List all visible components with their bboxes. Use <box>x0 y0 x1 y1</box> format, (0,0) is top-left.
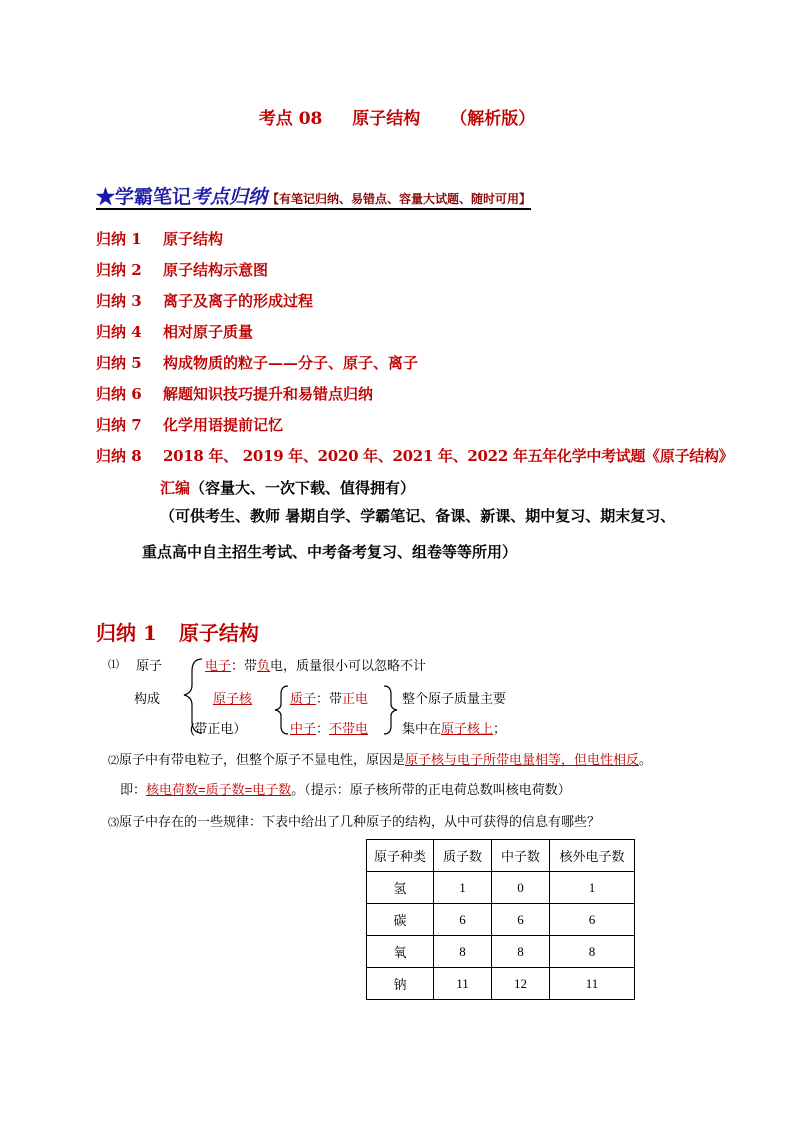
toc-number: 归纳 2 <box>96 261 142 279</box>
banner-note: 【有笔记归纳、易错点、容量大试题、随时可用】 <box>267 192 532 206</box>
column-header: 核外电子数 <box>550 840 635 872</box>
column-header: 中子数 <box>492 840 550 872</box>
electron-term: 电子 <box>205 658 232 673</box>
page-title <box>0 104 794 129</box>
p2-prefix: 即： <box>120 782 147 797</box>
table-cell: 钠 <box>367 968 434 1000</box>
mass-note: 整个原子质量主要 <box>402 691 507 706</box>
toc-number: 归纳 3 <box>96 292 142 310</box>
toc-number: 归纳 8 <box>96 447 142 465</box>
column-header: 原子种类 <box>367 840 434 872</box>
nucleus-brace <box>270 684 292 736</box>
toc-item[interactable] <box>96 321 253 342</box>
table-cell: 8 <box>492 936 550 968</box>
proton-charge: 正电 <box>342 691 369 706</box>
atom-structure-table <box>366 839 635 1000</box>
toc-number: 归纳 4 <box>96 323 142 341</box>
proton-term: 质子 <box>290 691 317 706</box>
electron-count-term: 电子数 <box>252 782 292 797</box>
proton-line <box>290 688 368 707</box>
toc-item[interactable] <box>96 383 373 404</box>
banner-sub: 考点归纳 <box>191 186 268 208</box>
table-cell: 8 <box>434 936 492 968</box>
toc-label: 相对原子质量 <box>163 323 254 341</box>
compose-label: 构成 <box>134 691 161 706</box>
toc-number: 归纳 7 <box>96 416 142 434</box>
star-icon: ★ <box>96 186 116 208</box>
table-row <box>367 968 635 1000</box>
electron-text: ：带 <box>231 658 258 673</box>
table-cell: 11 <box>434 968 492 1000</box>
mass-note-end: ； <box>493 721 507 736</box>
mass-note-prefix: 集中在 <box>402 721 442 736</box>
p2-end: 。 <box>639 752 653 767</box>
p2-answer: 原子核与电子所带电量相等，但电性相反 <box>405 752 640 767</box>
table-cell: 11 <box>550 968 635 1000</box>
marker-3: ⑶ <box>108 817 119 829</box>
notes-banner <box>96 182 531 210</box>
p2-text: 原子中有带电粒子，但整个原子不显电性，原因是 <box>119 752 406 767</box>
mass-brace <box>380 684 402 736</box>
table-cell: 1 <box>434 872 492 904</box>
nucleus-term: 原子核 <box>213 691 253 706</box>
table-cell: 6 <box>434 904 492 936</box>
toc-extra-compile: 汇编 <box>160 479 191 497</box>
table-cell: 1 <box>550 872 635 904</box>
neutron-charge: 不带电 <box>329 721 369 736</box>
table-cell: 氢 <box>367 872 434 904</box>
column-header: 质子数 <box>434 840 492 872</box>
toc-label: 原子结构 <box>163 230 224 248</box>
marker-2: ⑵ <box>108 755 119 767</box>
nuclear-charge-term: 核电荷数 <box>146 782 199 797</box>
neutron-term: 中子 <box>290 721 317 736</box>
neutron-text: ： <box>316 721 330 736</box>
table-cell: 12 <box>492 968 550 1000</box>
toc-item[interactable] <box>96 414 283 435</box>
paragraph-3 <box>108 811 600 830</box>
table-cell: 6 <box>550 904 635 936</box>
table-row <box>367 904 635 936</box>
table-cell: 6 <box>492 904 550 936</box>
neutron-line <box>290 718 368 737</box>
table-cell: 氧 <box>367 936 434 968</box>
atom-label: 原子 <box>136 658 163 673</box>
paragraph-2 <box>108 749 652 768</box>
toc-extra-line1 <box>160 477 415 498</box>
toc-number: 归纳 6 <box>96 385 142 403</box>
table-cell: 碳 <box>367 904 434 936</box>
toc-item[interactable] <box>96 259 268 280</box>
nucleus-charge: (带正电） <box>190 721 247 736</box>
title-topic-number: 考点 08 <box>258 109 323 129</box>
marker-1: ⑴ <box>108 659 119 671</box>
toc-item[interactable] <box>96 290 313 311</box>
mass-note-nucleus: 原子核上 <box>441 721 494 736</box>
electron-charge: 负 <box>257 658 271 673</box>
section-title: 原子结构 <box>178 621 259 645</box>
mass-note-2 <box>402 718 506 737</box>
toc-label: 2018 年、 2019 年、2020 年、2021 年、2022 年五年化学中考试题《原子结构》 <box>163 447 734 465</box>
banner-main: 学霸笔记 <box>115 186 192 208</box>
electron-desc: 电，质量很小可以忽略不计 <box>270 658 427 673</box>
toc-label: 离子及离子的形成过程 <box>163 292 314 310</box>
proton-count-term: 质子数 <box>205 782 245 797</box>
toc-item[interactable] <box>96 352 418 373</box>
toc-extra-desc: （容量大、一次下载、值得拥有） <box>190 479 416 497</box>
paragraph-2-line2 <box>120 779 571 798</box>
p2-hint: 。（提示：原子核所带的正电荷总数叫核电荷数） <box>291 782 571 797</box>
section-heading <box>96 617 259 646</box>
toc-extra-line2: （可供考生、教师 暑期自学、学霸笔记、备课、新课、期中复习、期末复习、 <box>160 507 676 525</box>
proton-text: ：带 <box>316 691 343 706</box>
toc-label: 原子结构示意图 <box>163 261 269 279</box>
toc-item[interactable] <box>96 445 733 466</box>
equals-sign: = <box>244 782 253 797</box>
equals-sign: = <box>198 782 206 797</box>
table-row <box>367 936 635 968</box>
table-header-row <box>367 840 635 872</box>
title-topic-name: 原子结构 <box>352 109 421 129</box>
toc-item[interactable] <box>96 228 223 249</box>
toc-number: 归纳 1 <box>96 230 142 248</box>
toc-label: 解题知识技巧提升和易错点归纳 <box>163 385 374 403</box>
electron-line <box>205 655 426 674</box>
toc-extra-line3: 重点高中自主招生考试、中考备考复习、组卷等等所用） <box>142 543 518 561</box>
nucleus-label <box>213 688 252 707</box>
toc-label: 构成物质的粒子——分子、原子、离子 <box>163 354 419 372</box>
p3-text: 原子中存在的一些规律：下表中给出了几种原子的结构，从中可获得的信息有哪些？ <box>119 814 601 829</box>
toc-number: 归纳 5 <box>96 354 142 372</box>
section-number: 归纳 1 <box>96 621 157 645</box>
table-cell: 8 <box>550 936 635 968</box>
table-cell: 0 <box>492 872 550 904</box>
table-row <box>367 872 635 904</box>
toc-label: 化学用语提前记忆 <box>163 416 284 434</box>
title-edition: （解析版） <box>450 109 536 129</box>
